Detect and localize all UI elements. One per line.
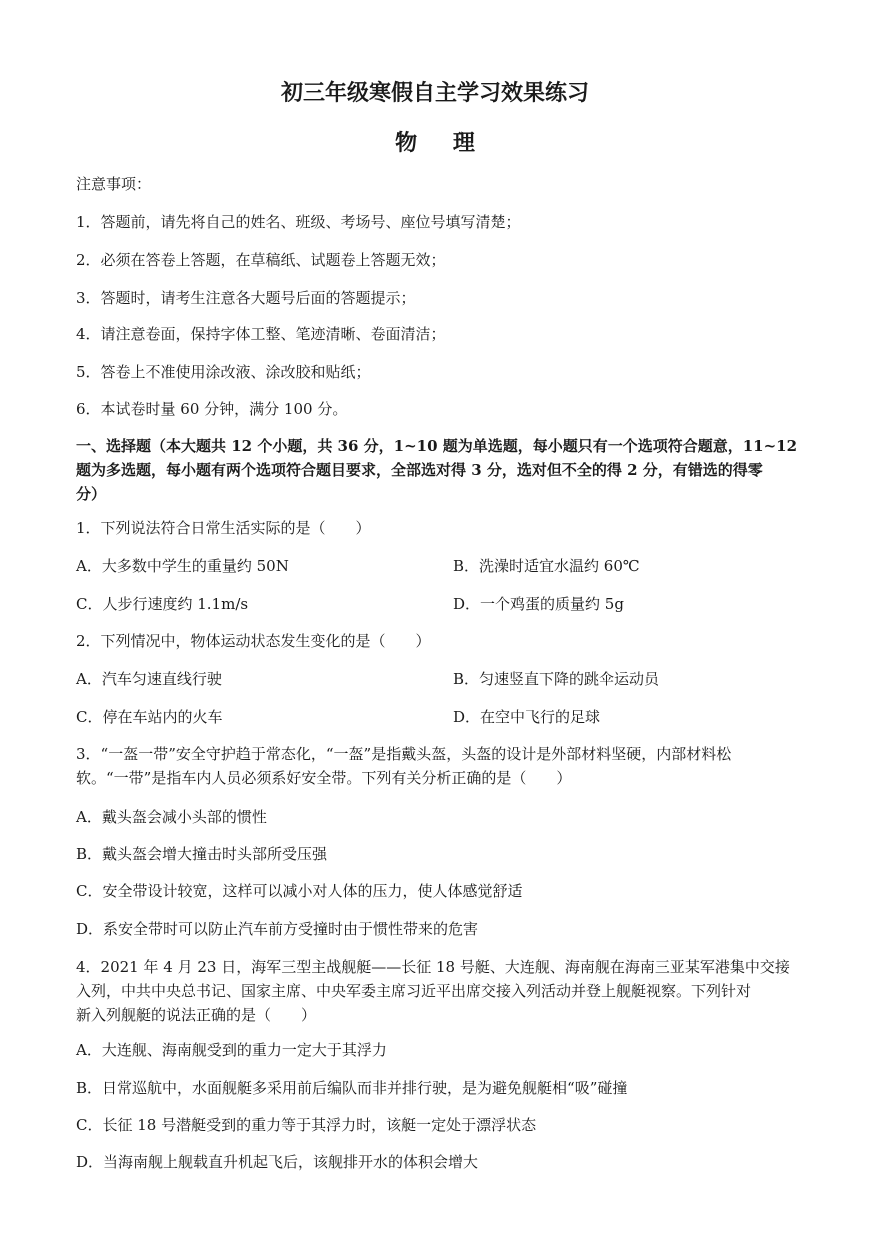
notice-heading: 注意事项： [76, 175, 152, 193]
section-heading: 分） [76, 485, 107, 503]
question-stem: 软。“一带”是指车内人员必须系好安全带。下列有关分析正确的是（ ） [76, 769, 572, 787]
option-d: D．当海南舰上舰载直升机起飞后，该舰排开水的体积会增大 [76, 1153, 479, 1171]
option-d: D．一个鸡蛋的质量约 5g [453, 595, 624, 613]
option-d: D．在空中飞行的足球 [453, 708, 601, 726]
option-c: C．长征 18 号潜艇受到的重力等于其浮力时，该艇一定处于漂浮状态 [76, 1116, 537, 1134]
page-title: 初三年级寒假自主学习效果练习 [280, 80, 589, 106]
option-b: B．戴头盔会增大撞击时头部所受压强 [76, 845, 328, 863]
option-d: D．系安全带时可以防止汽车前方受撞时由于惯性带来的危害 [76, 920, 479, 938]
option-c: C．停在车站内的火车 [76, 708, 223, 726]
option-b: B．匀速竖直下降的跳伞运动员 [453, 670, 660, 688]
section-heading: 一、选择题（本大题共 12 个小题，共 36 分，1~10 题为单选题，每小题只有一个选项符合题意，11~12 [76, 437, 798, 455]
notice-item: 6．本试卷时量 60 分钟，满分 100 分。 [76, 400, 348, 418]
option-a: A．大多数中学生的重量约 50N [76, 557, 289, 575]
question-stem: 1．下列说法符合日常生活实际的是（ ） [76, 519, 371, 537]
question-stem: 4．2021 年 4 月 23 日，海军三型主战舰艇——长征 18 号艇、大连舰、海南舰在海南三亚某军港集中交接 [76, 958, 790, 976]
notice-item: 4．请注意卷面，保持字体工整、笔迹清晰、卷面清洁； [76, 325, 446, 343]
notice-item: 5．答卷上不准使用涂改液、涂改胶和贴纸； [76, 363, 371, 381]
notice-item: 2．必须在答卷上答题，在草稿纸、试题卷上答题无效； [76, 251, 446, 269]
notice-item: 3．答题时，请考生注意各大题号后面的答题提示； [76, 289, 416, 307]
subject-title: 物 理 [395, 130, 489, 156]
question-stem: 入列，中共中央总书记、国家主席、中央军委主席习近平出席交接入列活动并登上舰艇视察。下列针对 [76, 982, 752, 1000]
question-stem: 2．下列情况中，物体运动状态发生变化的是（ ） [76, 632, 431, 650]
section-heading: 题为多选题，每小题有两个选项符合题目要求，全部选对得 3 分，选对但不全的得 2 分，有错选的得零 [76, 461, 763, 479]
question-stem: 3．“一盔一带”安全守护趋于常态化，“一盔”是指戴头盔，头盔的设计是外部材料坚硬，内部材料松 [76, 745, 732, 763]
notice-item: 1．答题前，请先将自己的姓名、班级、考场号、座位号填写清楚； [76, 213, 521, 231]
question-stem: 新入列舰艇的说法正确的是（ ） [76, 1006, 317, 1024]
option-b: B．洗澡时适宜水温约 60℃ [453, 557, 640, 575]
option-a: A．大连舰、海南舰受到的重力一定大于其浮力 [76, 1041, 387, 1059]
option-a: A．汽车匀速直线行驶 [76, 670, 222, 688]
option-c: C．人步行速度约 1.1m/s [76, 595, 249, 613]
option-b: B．日常巡航中，水面舰艇多采用前后编队而非并排行驶，是为避免舰艇相“吸”碰撞 [76, 1079, 628, 1097]
option-a: A．戴头盔会减小头部的惯性 [76, 808, 267, 826]
option-c: C．安全带设计较宽，这样可以减小对人体的压力，使人体感觉舒适 [76, 882, 523, 900]
